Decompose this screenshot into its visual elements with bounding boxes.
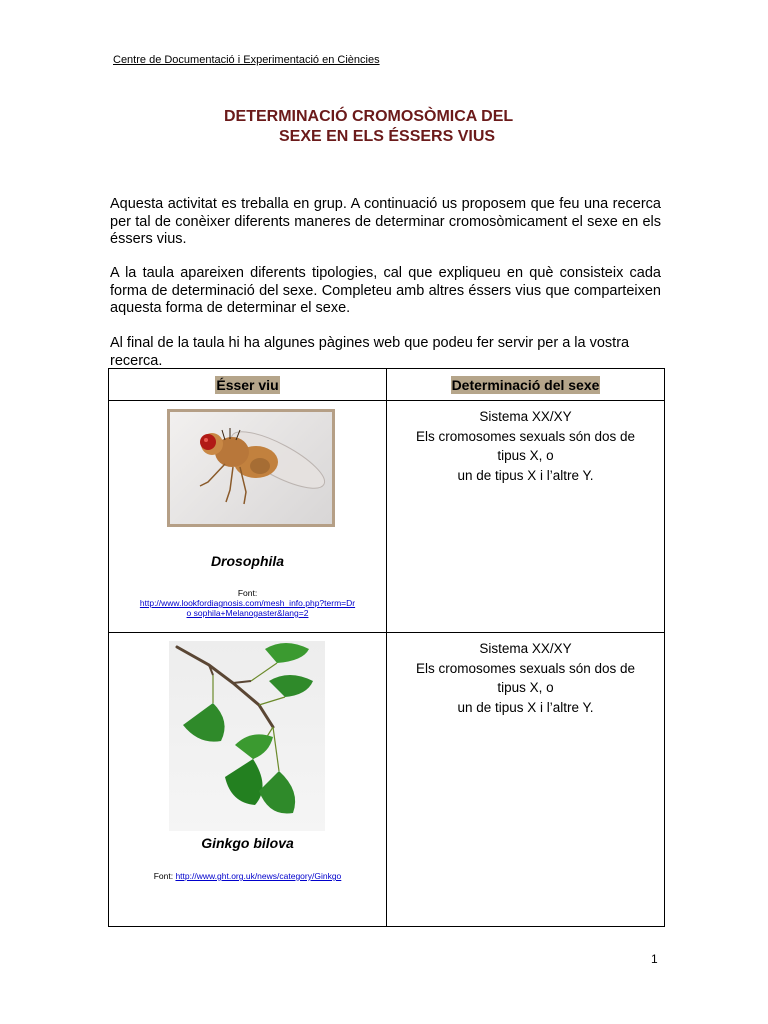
instructions-paragraph: A la taula apareixen diferents tipologies, cal que expliqueu en què consisteix cada forma de determinació del sexe. Completeu amb altres éssers vius que comparteixen aquesta forma de determinar el sexe. (110, 265, 661, 316)
species-cell (109, 633, 387, 927)
source-link[interactable]: o sophila+Melanogaster&lang=2 (186, 608, 309, 618)
page-number: 1 (651, 952, 658, 966)
species-table (108, 368, 665, 927)
species-cell (109, 401, 387, 633)
intro-paragraph: Aquesta activitat es treballa en grup. A continuació us proposem que feu una recerca per tal de conèixer diferents maneres de determinar cromosòmicament el sexe en els éssers vius. (110, 196, 661, 247)
determination-cell (387, 401, 665, 633)
determination-line: Sistema XX/XY (479, 409, 572, 424)
source-label: Font: (237, 588, 258, 598)
determination-cell (387, 633, 665, 927)
column-header-determination: Determinació del sexe (387, 369, 665, 401)
determination-line: tipus X, o (497, 448, 554, 463)
table-row (109, 401, 665, 633)
determination-line: un de tipus X i l’altre Y. (457, 699, 594, 715)
determination-line: Sistema XX/XY (479, 641, 572, 656)
resources-paragraph: Al final de la taula hi ha algunes pàgines web que podeu fer servir per a la vostra recerca. (110, 335, 630, 369)
determination-line: un de tipus X i l’altre Y. (457, 467, 594, 483)
title-line-1: DETERMINACIÓ CROMOSÒMICA DEL (224, 108, 514, 125)
source-label: Font: (153, 871, 174, 881)
source-link[interactable]: http://www.lookfordiagnosis.com/mesh_info.php?term=Dr (139, 598, 356, 608)
determination-line: tipus X, o (497, 680, 554, 695)
title-line-2: SEXE EN ELS ÉSSERS VIUS (279, 128, 496, 145)
table-header-row (109, 369, 665, 401)
column-header-species: Ésser viu (109, 369, 387, 401)
determination-line: Els cromosomes sexuals són dos de (415, 428, 636, 444)
document-header: Centre de Documentació i Experimentació en Ciències (113, 54, 380, 66)
source-link[interactable]: http://www.ght.org.uk/news/category/Ginkgo (175, 871, 342, 881)
source-block (109, 588, 386, 618)
determination-line: Els cromosomes sexuals són dos de (415, 660, 636, 676)
ginkgo-image (169, 641, 325, 831)
drosophila-image (167, 409, 335, 527)
species-name-ginkgo: Ginkgo bilova (201, 835, 294, 851)
source-block (109, 871, 386, 881)
table-row (109, 633, 665, 927)
species-name-drosophila: Drosophila (210, 553, 285, 569)
